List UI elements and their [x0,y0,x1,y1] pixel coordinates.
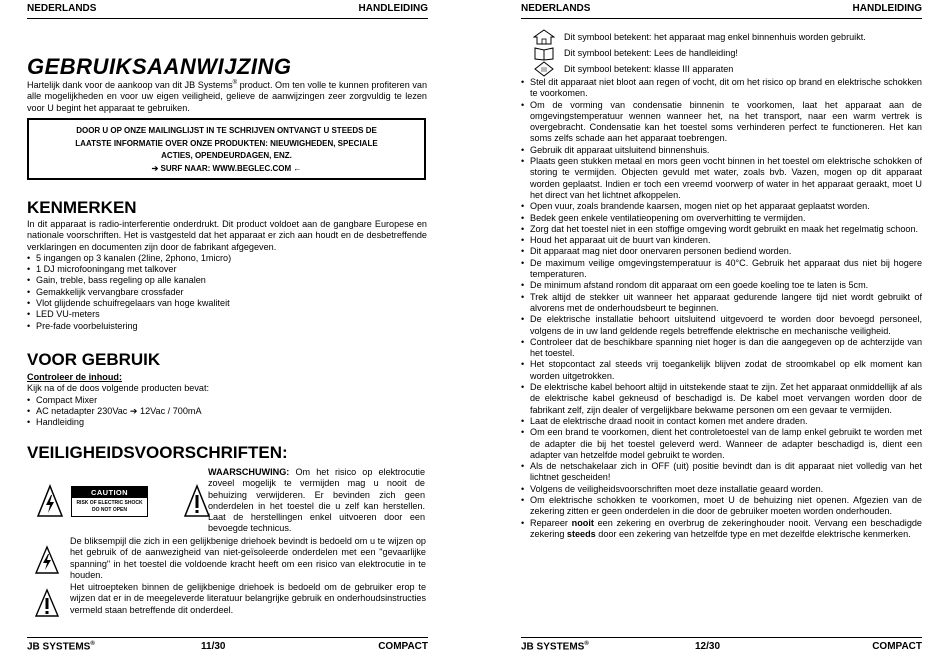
list-item: • Vlot glijdende schuifregelaars van hoge kwaliteit [27,298,427,309]
safety-rules-list [521,77,922,518]
left-page [27,0,428,659]
lightning-triangle-icon [35,545,59,575]
footer-product: COMPACT [872,641,922,652]
header-manual: HANDLEIDING [852,3,922,14]
right-page [521,0,922,659]
contents-intro: Kijk na of de doos volgende producten bevat: [27,383,210,394]
house-icon [533,29,555,45]
caution-title: CAUTION [72,487,147,498]
features-heading: KENMERKEN [27,198,137,217]
list-item: • De minimum afstand rondom dit apparaat om een goede koeling toe te laten is 5cm. [521,280,922,291]
list-item: • Om de vorming van condensatie binnenin te voorkomen, laat het apparaat aan de omgevingstemperatuur wennen wanneer het, na het transport, naar een warm vertrek is overgebracht. Condensatie kan het toestel soms verhinderen perfect te functioneren. Het kan soms zelfs schade aan het apparaat toebrengen. [521,100,922,145]
page-footer [521,641,922,655]
list-item: • Bedek geen enkele ventilatieopening om oververhitting te vermijden. [521,213,922,224]
exclamation-triangle-icon [35,588,59,618]
list-item: • Gain, treble, bass regeling op alle kanalen [27,275,427,286]
footer-product: COMPACT [378,641,428,652]
features-section [27,219,427,332]
caution-line: RISK OF ELECTRIC SHOCK [76,500,143,506]
header-rule [27,18,428,19]
list-item: • Handleiding [27,417,427,428]
symbol-text: Dit symbool betekent: Lees de handleiding! [564,48,738,58]
intro-text: Hartelijk dank voor de aankoop van dit JB Systems® product. Om ten volle te kunnen profiteren van alle mogelijkheden en voor uw eigen veiligheid, gelieve de aanwijzingen zeer zorgvuldig te lezen voor U begint het apparaat te gebruiken. [27,80,428,113]
caution-label [71,486,148,517]
page-footer [27,641,428,655]
footer-brand: JB SYSTEMS® [521,641,589,653]
lightning-warning-icon [37,484,63,518]
list-item: • Plaats geen stukken metaal en mors geen vocht binnen in het toestel om elektrische schokken of storing te vermijden. Objecten gevuld met water, zoals bvb. Vazen, mogen op dit apparaat worden geplaatst. Indien er toch een vreemd voorwerp of water in het apparaat geraakt, moet U het direct van het lichtnet afkoppelen. [521,156,922,201]
list-item: • Dit apparaat mag niet door onervaren personen bediend worden. [521,246,922,257]
page-number: 12/30 [695,641,721,652]
list-item: • LED VU-meters [27,309,427,320]
list-item: • Zorg dat het toestel niet in een stoffige omgeving wordt gebruikt en maak het regelmatig schoon. [521,224,922,235]
features-intro: In dit apparaat is radio-interferentie onderdrukt. Dit product voldoet aan de gangbare Europese en nationale voorschriften. Het is vastgesteld dat het apparaat er zich aan houdt en de desbetreffende verklaringen en documenten zijn door de fabrikant afgegeven. [27,219,427,252]
header-language: NEDERLANDS [27,3,97,14]
safety-heading: VEILIGHEIDSVOORSCHRIFTEN: [27,443,288,462]
contents-heading: Controleer de inhoud: [27,372,122,382]
lightning-explanation: De bliksempijl die zich in een gelijkbenige driehoek bevindt is bedoeld om u te wijzen op het gebruik of de aanwezigheid van niet-geïsoleerde onderdelen met een "gevaarlijke spanning" in het toestel die voldoende kracht heeft om een risico van elektrocutie in te houden. [70,536,426,580]
list-item: • Houd het apparaat uit de buurt van kinderen. [521,235,922,246]
list-item: • 1 DJ microfooningang met talkover [27,264,427,275]
list-item: • AC netadapter 230Vac ➔ 12Vac / 700mA [27,406,427,417]
list-item: • Als de netschakelaar zich in OFF (uit) positie bevindt dan is dit apparaat niet volledig van het lichtnet gescheiden! [521,461,922,484]
contents-section [27,372,427,428]
svg-text:III: III [541,67,547,74]
book-icon [533,45,555,61]
list-item: • Trek altijd de stekker uit wanneer het apparaat gedurende langere tijd niet wordt gebruikt of alvorens met de onderhoudsbeurt te beginnen. [521,292,922,315]
list-item: • De elektrische kabel behoort altijd in uitstekende staat te zijn. Zet het apparaat onmiddellijk af als de elektrische kabel gekneusd of beschadigd is. De kabel moet vervangen worden door de fabrikant zelf, zijn dealer of vergelijkbare bekwame personen om een gevaar te vermijden. [521,382,922,416]
list-item: • Repareer nooit een zekering en overbrug de zekeringhouder nooit. Vervang een beschadigde zekering steeds door een zekering van hetzelfde type en met dezelfde elektrische kenmerken. [521,518,922,541]
list-item: • Stel dit apparaat niet bloot aan regen of vocht, dit om het risico op brand en elektrische schokken te voorkomen. [521,77,922,100]
list-item: • De elektrische installatie behoort uitsluitend uitgevoerd te worden door bevoegd personeel, volgens de in uw land geldende regels betreffende elektrische en mechanische veiligheid. [521,314,922,337]
before-use-heading: VOOR GEBRUIK [27,350,161,369]
header-manual: HANDLEIDING [358,3,428,14]
class-iii-icon [533,61,555,77]
exclamation-warning-icon [184,484,210,518]
page-title: GEBRUIKSAANWIJZING [27,54,292,79]
safety-rules [521,77,922,540]
notice-line: LAATSTE INFORMATIE OVER ONZE PRODUKTEN: NIEUWIGHEDEN, SPECIALE [75,138,378,148]
header-rule [521,18,922,19]
list-item: • Controleer dat de beschikbare spanning niet hoger is dan die aangegeven op de achterzijde van het toestel. [521,337,922,360]
caution-line: DO NOT OPEN [91,506,127,513]
footer-brand: JB SYSTEMS® [27,641,95,653]
list-item: • Pre-fade voorbeluistering [27,321,427,332]
list-item: • Laat de elektrische draad nooit in contact komen met andere draden. [521,416,922,427]
header-language: NEDERLANDS [521,3,591,14]
list-item: • Om elektrische schokken te voorkomen, moet U de behuizing niet openen. Afgezien van de zekering zitten er geen onderdelen in die door de gebruiker moeten worden onderhouden. [521,495,922,518]
notice-surf-link[interactable]: ➔ SURF NAAR: WWW.BEGLEC.COM ← [151,163,302,173]
list-item: • Gemakkelijk vervangbare crossfader [27,287,427,298]
list-item: • 5 ingangen op 3 kanalen (2line, 2phono, 1micro) [27,253,427,264]
list-item: • Het stopcontact zal steeds vrij toegankelijk blijven zodat de stroomkabel op elk moment kan worden uitgetrokken. [521,359,922,382]
footer-rule [27,637,428,638]
mailinglist-notice [27,118,426,180]
warning-text: WAARSCHUWING: Om het risico op elektrocutie zoveel mogelijk te vermijden mag u nooit de behuizing verwijderen. Er bevinden zich geen onderdelen in het toestel die u zelf kan herstellen. Laat de herstellingen enkel uitvoeren door een bevoegde technicus. [208,467,425,534]
notice-line: ACTIES, OPENDEURDAGEN, ENZ. [161,151,292,160]
page-header [27,3,428,17]
notice-line: DOOR U OP ONZE MAILINGLIJST IN TE SCHRIJVEN ONTVANGT U STEEDS DE [76,126,377,135]
footer-rule [521,637,922,638]
exclamation-explanation: Het uitroepteken binnen de gelijkbenige driehoek is bedoeld om de gebruiker erop te wijzen dat er in de meegeleverde literatuur belangrijke gebruik en onderhoudsinstructies vermeld staan betreffende dit onderdeel. [70,582,426,615]
symbol-text: Dit symbool betekent: klasse III apparaten [564,64,734,74]
list-item: • Compact Mixer [27,395,427,406]
list-item: • Gebruik dit apparaat uitsluitend binnenshuis. [521,145,922,156]
list-item: • Volgens de veiligheidsvoorschriften moet deze installatie geaard worden. [521,484,922,495]
list-item: • Open vuur, zoals brandende kaarsen, mogen niet op het apparaat geplaatst worden. [521,201,922,212]
list-item: • De maximum veilige omgevingstemperatuur is 40°C. Gebruik het apparaat dus niet bij hogere temperaturen. [521,258,922,281]
symbol-text: Dit symbool betekent: het apparaat mag enkel binnenhuis worden gebruikt. [564,32,866,42]
list-item: • Om een brand te voorkomen, dient het controletoestel van de lamp enkel gebruikt te worden met de adapter die bij het toestel geleverd werd. Wanneer de adapter beschadigd is, dient een adapter van hetzelfde model gebruikt te worden. [521,427,922,461]
page-number: 11/30 [201,641,226,652]
page-header [521,3,922,17]
